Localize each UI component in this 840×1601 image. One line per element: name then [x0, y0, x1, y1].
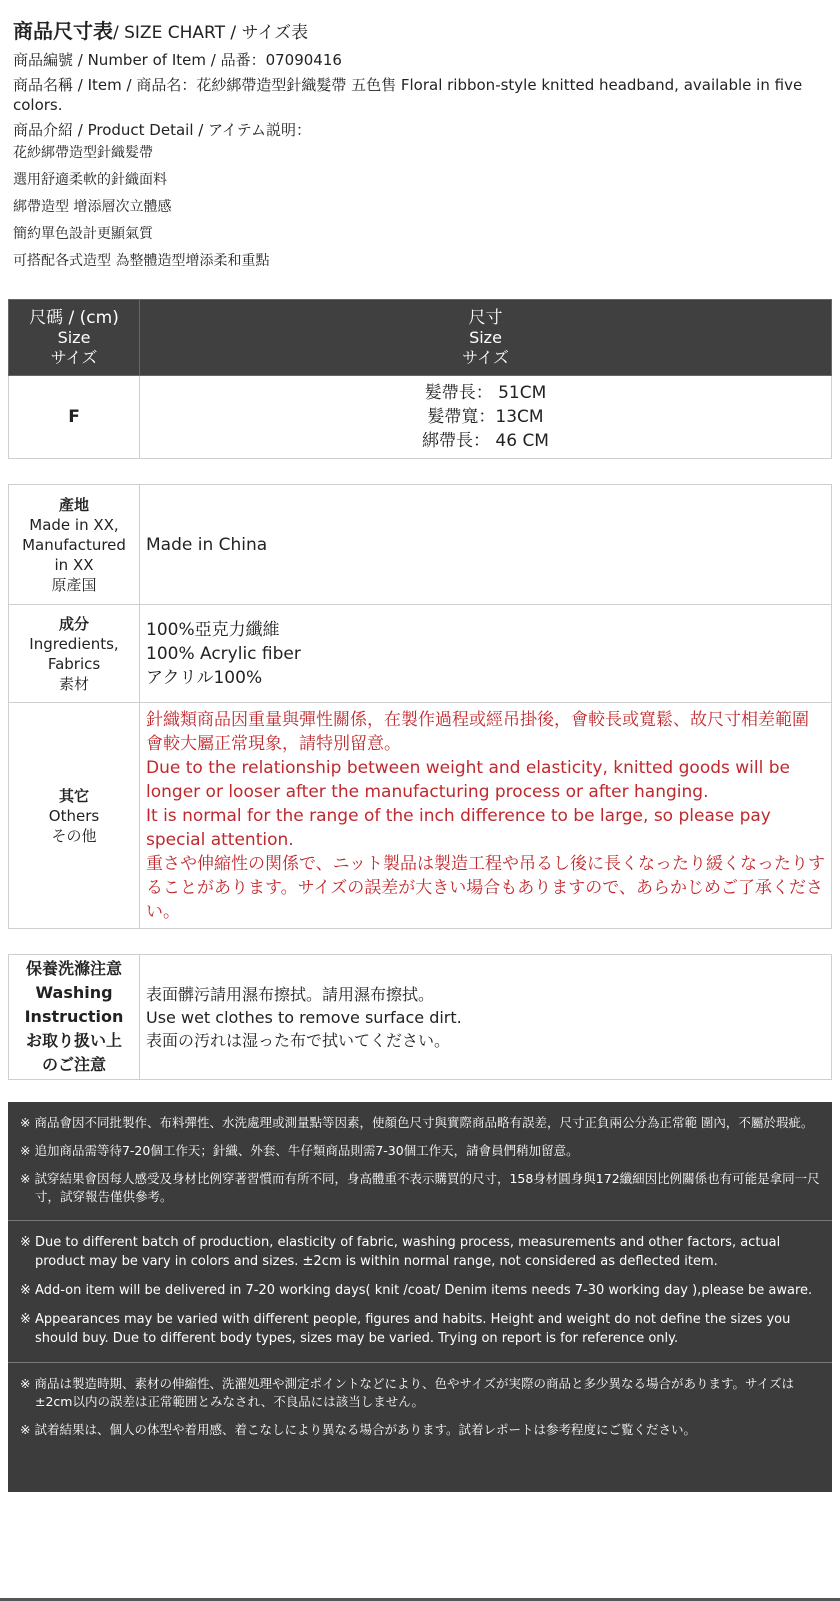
washing-value [140, 955, 832, 1080]
label-line: Made in XX, [29, 515, 119, 534]
value-line: 表面の汚れは湿った布で拭いてください。 [146, 1030, 451, 1050]
value-line: 100% Acrylic fiber [146, 643, 301, 664]
note-text: It is normal for the range of the inch difference to be large, so please pay special attention. [146, 805, 771, 850]
label-line: Fabrics [47, 654, 101, 673]
label-line: 素材 [58, 674, 89, 693]
origin-label [9, 485, 140, 605]
label-line: Washing [35, 983, 113, 1002]
table-row [9, 955, 832, 1080]
detail-label: 商品介紹 / Product Detail / アイテム説明： [13, 121, 311, 139]
notes-english [8, 1221, 832, 1363]
label-line: 原產国 [51, 575, 97, 594]
measurement: 綁帶長： 46 CM [422, 431, 549, 451]
label-line: 保養洗滌注意 [25, 959, 122, 978]
product-header [13, 18, 828, 275]
label-line: Instruction [24, 1007, 124, 1026]
notes-panel [8, 1102, 832, 1492]
measurement-cell [140, 376, 832, 459]
attribute-table [8, 484, 832, 929]
detail-list [13, 140, 828, 275]
note-item: ※ Due to different batch of production, elasticity of fabric, washing process, measurements and other factors, actual product may be vary in colors and sizes. ±2cm is within normal range, not considered as deflected item. [20, 1235, 781, 1269]
label-line: 其它 [58, 786, 89, 805]
measurement-column-header [140, 300, 832, 376]
page-title [13, 18, 828, 46]
note-text: 重さや伸縮性の関係で、ニット製品は製造工程や吊るし後に長くなったり緩くなったりすることがあります。サイズの誤差が大きい場合もありますので、あらかじめご了承ください。 [146, 853, 825, 922]
title-main: 商品尺寸表 [13, 19, 113, 43]
label-line: Others [48, 806, 100, 825]
table-row [9, 605, 832, 703]
label-line: Ingredients, [29, 634, 119, 653]
others-value [140, 703, 832, 929]
size-column-header [9, 300, 140, 376]
label-line: お取り扱い上 [25, 1031, 122, 1050]
note-item: ※ 商品會因不同批製作、布料彈性、水洗處理或測量點等因素，使顏色尺寸與實際商品略有誤差，尺寸正負兩公分為正常範 圍內，不屬於瑕疵。 [20, 1115, 814, 1130]
label-line: Manufactured [22, 535, 126, 554]
label-line: in XX [54, 555, 94, 574]
notes-chinese [8, 1102, 832, 1221]
header-text: 尺碼 / (cm) [29, 307, 119, 328]
note-item: ※ 追加商品需等待7-20個工作天；針織、外套、牛仔類商品則需7-30個工作天，請會員們稍加留意。 [20, 1143, 579, 1158]
note-text: 針織類商品因重量與彈性關係，在製作過程或經吊掛後，會較長或寬鬆、故尺寸相差範圍會較大屬正常現象，請特別留意。 [146, 709, 809, 754]
header-text: Size [469, 327, 502, 347]
label-line: その他 [51, 826, 97, 845]
table-row [9, 485, 832, 605]
detail-line: 綁帶造型 增添層次立體感 [13, 199, 172, 215]
note-item: ※ 商品は製造時期、素材の伸縮性、洗濯処理や測定ポイントなどにより、色やサイズが実際の商品と多少異なる場合があります。サイズは±2cm以内の誤差は正常範囲とみなされ、不良品には該当しません。 [20, 1376, 794, 1409]
table-row [9, 376, 832, 459]
value-line: Use wet clothes to remove surface dirt. [146, 1007, 462, 1027]
detail-line: 花紗綁帶造型針織髮帶 [13, 145, 153, 161]
washing-label [9, 955, 140, 1080]
value-line: 100%亞克力纖維 [146, 619, 280, 640]
others-label [9, 703, 140, 929]
size-table [8, 299, 832, 459]
note-item: ※ 試穿結果會因每人感受及身材比例穿著習慣而有所不同，身高體重不表示購買的尺寸，158身材圓身與172纖細因比例關係也有可能是拿同一尺寸，試穿報告僅供參考。 [20, 1171, 820, 1204]
washing-table [8, 954, 832, 1080]
note-item: ※ Add-on item will be delivered in 7-20 working days( knit /coat/ Denim items needs 7-30 working day ),please be aware. [20, 1283, 813, 1298]
label-line: 成分 [58, 614, 89, 633]
item-name: 商品名稱 / Item / 商品名：花紗綁帶造型針織髮帶 五色售 Floral ribbon-style knitted headband, available in five colors. [13, 76, 803, 114]
label-line: 產地 [58, 495, 89, 514]
measurement: 髮帶長： 51CM [424, 383, 547, 403]
ingredients-value [140, 605, 832, 703]
header-text: サイズ [462, 347, 509, 367]
measurement: 髮帶寬：13CM [427, 407, 544, 427]
ingredients-label [9, 605, 140, 703]
table-row [9, 703, 832, 929]
size-table-header [9, 300, 832, 376]
detail-line: 可搭配各式造型 為整體造型增添柔和重點 [13, 253, 270, 269]
header-text: 尺寸 [468, 307, 503, 328]
origin-value: Made in China [140, 485, 832, 605]
note-text: Due to the relationship between weight and elasticity, knitted goods will be longer or looser after the manufacturing process or after hanging. [146, 757, 790, 802]
detail-line: 簡約單色設計更顯氣質 [13, 226, 153, 242]
item-number: 商品編號 / Number of Item / 品番：07090416 [13, 51, 342, 69]
value-line: 表面髒污請用濕布擦拭。請用濕布擦拭。 [146, 984, 435, 1004]
header-text: Size [57, 327, 91, 347]
title-sub: / SIZE CHART / サイズ表 [113, 23, 309, 43]
header-text: サイズ [50, 347, 98, 367]
note-item: ※ Appearances may be varied with different people, figures and habits. Height and weight do not define the sizes you should buy. Due to different body types, sizes may be varied. Trying on report is for reference only. [20, 1312, 791, 1346]
size-value: F [9, 376, 140, 459]
label-line: のご注意 [41, 1055, 106, 1074]
value-line: アクリル100% [146, 667, 263, 688]
note-item: ※ 試着結果は、個人の体型や着用感、着こなしにより異なる場合があります。試着レポートは参考程度にご覧ください。 [20, 1422, 696, 1437]
detail-line: 選用舒適柔軟的針織面料 [13, 172, 167, 188]
notes-japanese [8, 1363, 832, 1453]
